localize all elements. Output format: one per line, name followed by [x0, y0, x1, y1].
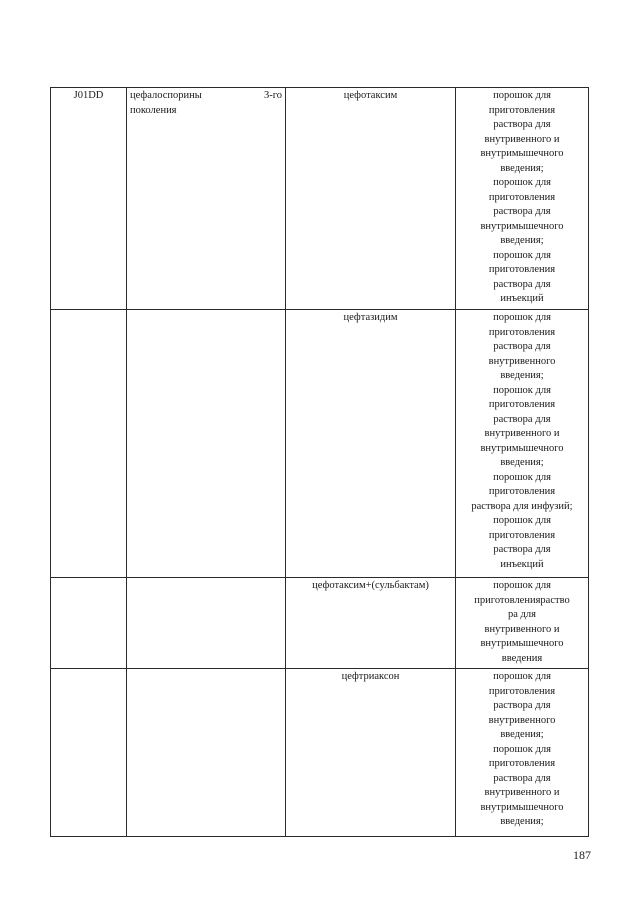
page-number: 187	[573, 848, 591, 862]
dosage-form-cell	[456, 578, 589, 669]
dosage-form-line: раствора для	[493, 544, 551, 555]
atc-code-cell: J01DD	[51, 88, 127, 310]
dosage-form-line: введения;	[500, 816, 544, 827]
drug-name-cell: цефотаксим+(сульбактам)	[286, 578, 456, 669]
dosage-form-cell	[456, 669, 589, 837]
table-row	[51, 578, 589, 669]
dosage-form-line: раствора для инфузий;	[471, 500, 573, 512]
dosage-form-line: раствора для	[493, 700, 551, 711]
dosage-form-line: приготовления	[488, 486, 556, 497]
dosage-form-line: порошок для	[493, 177, 551, 188]
drug-group-cell	[127, 578, 286, 669]
dosage-form-line: приготовления	[488, 529, 556, 541]
dosage-form-line: раствора для	[493, 772, 551, 784]
table-row	[51, 310, 589, 578]
dosage-form-line: приготовления	[488, 758, 556, 769]
dosage-form-line: раствора для	[493, 206, 551, 217]
dosage-form-line: инъекций	[500, 558, 544, 570]
dosage-form-line: порошок для	[493, 671, 551, 682]
drug-name-cell: цефтазидим	[286, 310, 456, 578]
dosage-form-line: порошок для	[493, 580, 551, 591]
drug-name-cell: цефтриаксон	[286, 669, 456, 837]
dosage-form-line: порошок для	[493, 515, 551, 526]
drug-group-line: цефалоспорины 3-го	[130, 90, 282, 101]
drug-group-cell	[127, 310, 286, 578]
dosage-form-line: внутримышечного	[480, 801, 564, 813]
dosage-form-line: внутримышечного	[480, 148, 564, 159]
dosage-form-line: внутримышечного	[480, 638, 564, 649]
dosage-form-line: введения;	[500, 457, 544, 468]
dosage-form-line: внутримышечного	[480, 442, 564, 454]
dosage-form-line: раствора для	[493, 278, 551, 290]
drug-group-cell	[127, 88, 286, 310]
table-body	[51, 88, 589, 837]
dosage-form-line: приготовления	[488, 685, 556, 697]
dosage-form-line: приготовления	[488, 191, 556, 203]
drug-table	[50, 87, 589, 837]
table-row	[51, 88, 589, 310]
dosage-form-line: внутривенного и	[484, 428, 560, 439]
dosage-form-line: приготовления	[488, 399, 556, 410]
dosage-form-line: порошок для	[493, 312, 551, 323]
dosage-form-line: порошок для	[493, 249, 551, 261]
dosage-form-line: введения	[501, 652, 543, 664]
dosage-form-line: приготовления	[488, 264, 556, 275]
dosage-form-line: внутривенного и	[484, 133, 560, 145]
dosage-form-line: введения;	[500, 162, 544, 174]
dosage-form-cell	[456, 88, 589, 310]
drug-group-cell	[127, 669, 286, 837]
dosage-form-line: внутривенного и	[484, 787, 560, 798]
dosage-form-line: внутривенного	[488, 355, 556, 367]
table-row	[51, 669, 589, 837]
dosage-form-line: порошок для	[493, 471, 551, 483]
atc-code-cell	[51, 310, 127, 578]
atc-code-cell	[51, 669, 127, 837]
dosage-form-line: введения;	[500, 235, 544, 246]
dosage-form-cell	[456, 310, 589, 578]
dosage-form-line: введения;	[500, 729, 544, 740]
dosage-form-line: инъекций	[500, 293, 544, 304]
dosage-form-line: приготовления	[488, 326, 556, 338]
dosage-form-line: порошок для	[493, 743, 551, 755]
atc-code-cell	[51, 578, 127, 669]
dosage-form-line: раствора для	[493, 413, 551, 425]
dosage-form-line: раствора для	[493, 119, 551, 130]
dosage-form-line: внутривенного и	[484, 623, 560, 635]
dosage-form-line: внутривенного	[488, 714, 556, 726]
dosage-form-line: внутримышечного	[480, 220, 564, 232]
drug-group-line: поколения	[130, 104, 177, 116]
dosage-form-line: порошок для	[493, 90, 551, 101]
dosage-form-line: введения;	[500, 370, 544, 381]
dosage-form-line: ра для	[508, 609, 536, 620]
drug-name-cell: цефотаксим	[286, 88, 456, 310]
dosage-form-line: раствора для	[493, 341, 551, 352]
dosage-form-line: приготовления	[488, 104, 556, 116]
dosage-form-line: приготовленияраство	[474, 594, 570, 606]
dosage-form-line: порошок для	[493, 384, 551, 396]
